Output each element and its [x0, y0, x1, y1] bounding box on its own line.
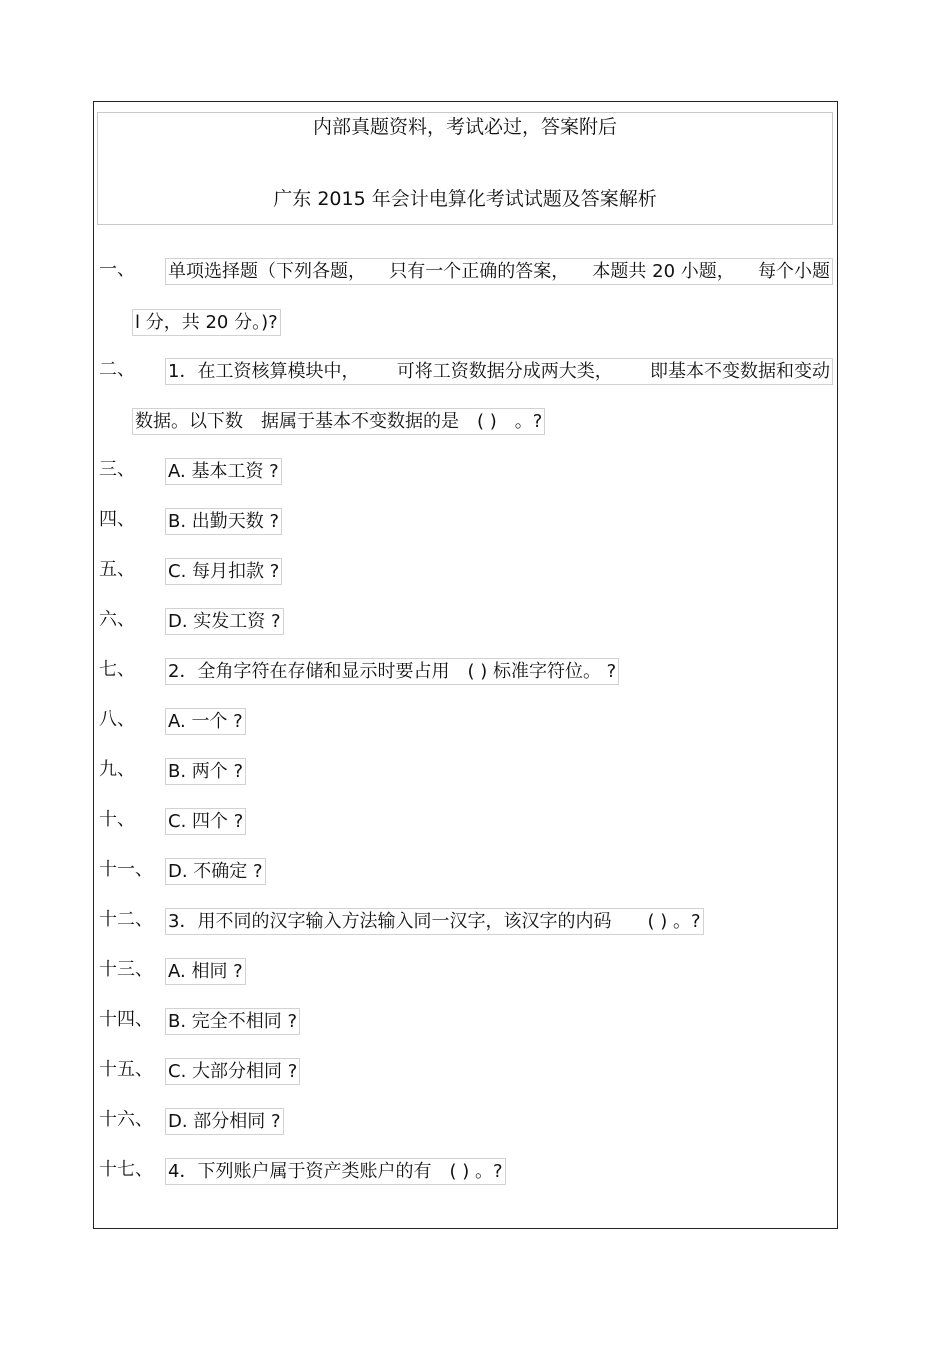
option-text: A. 相同 ? — [165, 958, 246, 985]
question-stem: 2．全角字符在存储和显示时要占用 ( ) 标准字符位。 ? — [165, 658, 619, 685]
row-number: 十二、 — [99, 909, 153, 930]
option-text: D. 实发工资 ? — [165, 608, 284, 635]
option-text: D. 部分相同 ? — [165, 1108, 284, 1135]
option-text: C. 每月扣款 ? — [165, 558, 282, 585]
row-number: 十七、 — [99, 1159, 153, 1180]
heading-part: 单项选择题（下列各题， — [168, 260, 366, 282]
row-number: 五、 — [99, 559, 135, 580]
section-number: 二、 — [99, 359, 135, 380]
question-part: 1．在工资核算模块中， — [168, 360, 360, 382]
option-text: C. 四个 ? — [165, 808, 246, 835]
question-stem: 4．下列账户属于资产类账户的有 ( ) 。? — [165, 1158, 506, 1185]
page-title: 广东 2015 年会计电算化考试试题及答案解析 — [273, 188, 657, 210]
row-number: 四、 — [99, 509, 135, 530]
option-text: C. 大部分相同 ? — [165, 1058, 300, 1085]
question-part: 即基本不变数据和变动 — [649, 360, 830, 382]
section-number: 一、 — [99, 259, 135, 280]
heading-part: 本题共 20 小题， — [592, 260, 735, 282]
row-number: 七、 — [99, 659, 135, 680]
row-number: 十四、 — [99, 1009, 153, 1030]
option-text: A. 一个 ? — [165, 708, 246, 735]
option-text: B. 出勤天数 ? — [165, 508, 282, 535]
row-number: 十三、 — [99, 959, 153, 980]
row-number: 十六、 — [99, 1109, 153, 1130]
question-stem-continued: 数据。以下数 据属于基本不变数据的是 ( ) 。? — [132, 408, 545, 435]
option-text: D. 不确定 ? — [165, 858, 266, 885]
heading-part: 每个小题 — [757, 260, 830, 282]
question-stem: 3．用不同的汉字输入方法输入同一汉字，该汉字的内码 ( ) 。? — [165, 908, 704, 935]
option-text: B. 两个 ? — [165, 758, 246, 785]
option-text: B. 完全不相同 ? — [165, 1008, 300, 1035]
row-number: 十一、 — [99, 859, 153, 880]
page-subtitle: 内部真题资料，考试必过，答案附后 — [312, 116, 617, 138]
row-number: 十五、 — [99, 1059, 153, 1080]
section-heading-continued: l 分，共 20 分。)? — [132, 309, 281, 336]
row-number: 六、 — [99, 609, 135, 630]
option-text: A. 基本工资 ? — [165, 458, 282, 485]
row-number: 九、 — [99, 759, 135, 780]
row-number: 八、 — [99, 709, 135, 730]
row-number: 三、 — [99, 459, 135, 480]
question-stem — [165, 358, 833, 385]
row-number: 十、 — [99, 809, 135, 830]
heading-part: 只有一个正确的答案， — [389, 260, 570, 282]
question-part: 可将工资数据分成两大类， — [396, 360, 613, 382]
section-heading — [165, 258, 833, 285]
